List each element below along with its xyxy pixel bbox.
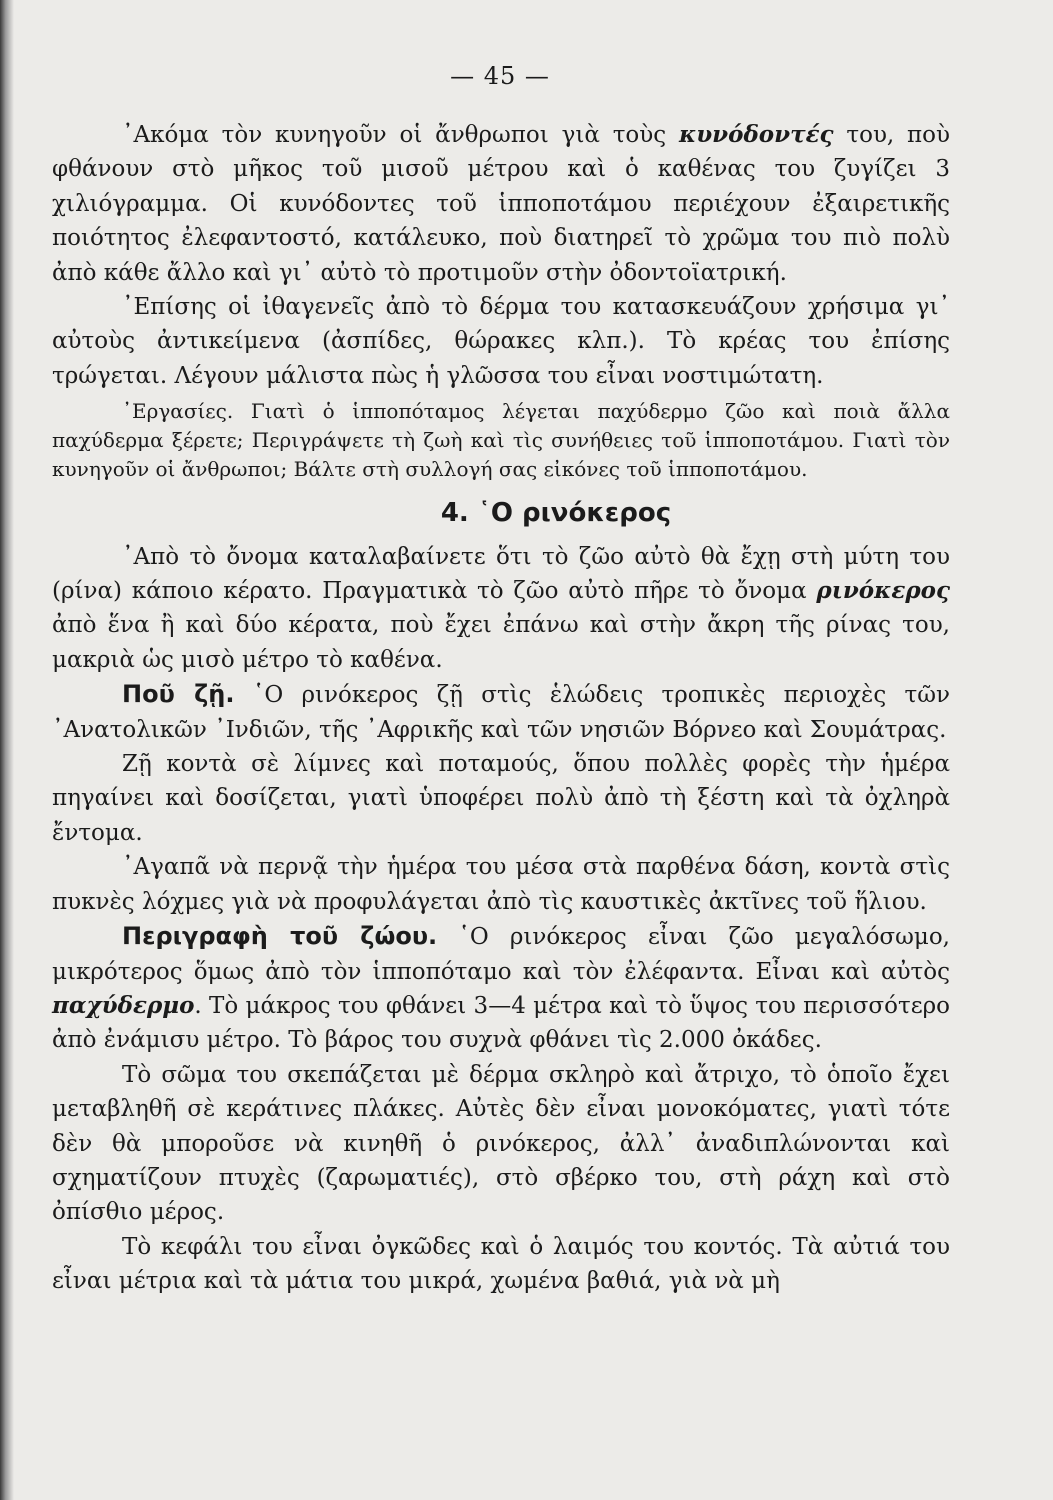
paragraph-head: Τὸ κεφάλι του εἶναι ὀγκῶδες καὶ ὁ λαιμός του κοντός. Τὰ αὐτιά του εἶναι μέτρια καὶ τὰ μάτια του μικρά, χωμένα βαθιά, γιὰ νὰ μὴ <box>52 1233 950 1295</box>
paragraph-habitat <box>52 677 950 747</box>
paragraph-name-origin <box>52 540 950 678</box>
emphasized-term: παχύδερμο <box>52 991 195 1019</box>
page-number: — 45 — <box>450 62 550 90</box>
text-run: ᾿Απὸ τὸ ὄνομα καταλαβαίνετε ὅτι τὸ ζῶο αὐτὸ θὰ ἔχῃ στὴ μύτη του (ρίνα) κάποιο κέρατο. Πραγματικὰ τὸ ζῶο αὐτὸ πῆρε τὸ ὄνομα <box>52 543 950 605</box>
text-run: . Τὸ μάκρος του φθάνει 3—4 μέτρα καὶ τὸ ὕψος του περισσότερο ἀπὸ ἐνάμισυ μέτρο. Τὸ βάρος του συχνὰ φθάνει τὶς 2.000 ὀκάδες. <box>52 992 950 1054</box>
paragraph-lakes: Ζῇ κοντὰ σὲ λίμνες καὶ ποταμούς, ὅπου πολλὲς φορὲς τὴν ἡμέρα πηγαίνει καὶ δοσίζεται, γιατὶ ὑποφέρει πολὺ ἀπὸ τὴ ξέστη καὶ τὰ ὀχληρὰ ἔντομα. <box>52 751 950 846</box>
text-run: ἀπὸ ἕνα ἢ καὶ δύο κέρατα, ποὺ ἔχει ἐπάνω καὶ στὴν ἄκρη τῆς ρίνας του, μακριὰ ὡς μισὸ μέτρο τὸ καθένα. <box>52 612 950 673</box>
subheading-where-lives: Ποῦ ζῇ. <box>122 680 235 709</box>
text-run: του, ποὺ φθάνουν στὸ μῆκος τοῦ μισοῦ μέτρου καὶ ὁ καθένας του ζυγίζει 3 χιλιόγραμμα. Οἱ κυνόδοντες τοῦ ἱπποποτάμου περιέχουν ἐξαιρετικῆς ποιότητος ἐλεφαντοστό, κατάλευκο, ποὺ διατηρεῖ τὸ χρῶμα του πιὸ πολὺ ἀπὸ κάθε ἄλλο καὶ γι᾿ αὐτὸ τὸ προτιμοῦν στὴν ὀδοντοϊατρική. <box>52 122 950 286</box>
text-run: ᾿Ακόμα τὸν κυνηγοῦν οἱ ἄνθρωποι γιὰ τοὺς <box>122 122 679 148</box>
emphasized-term: ρινόκερος <box>816 577 950 605</box>
section-title: 4. ῾Ο ρινόκερος <box>440 497 672 528</box>
text-run: ῾Ο ρινόκερος εἶναι ζῶο μεγαλόσωμο, μικρότερος ὅμως ἀπὸ τὸν ἱπποπόταμο καὶ τὸν ἐλέφαντα. Εἶναι καὶ αὐτὸς <box>52 924 950 985</box>
paragraph-forests: ᾿Αγαπᾶ νὰ περνᾷ τὴν ἡμέρα του μέσα στὰ παρθένα δάση, κοντὰ στὶς πυκνὲς λόχμες γιὰ νὰ προφυλάγεται ἀπὸ τὶς καυστικὲς ἀκτῖνες τοῦ ἥλιου. <box>52 854 950 915</box>
paragraph-skin-plates: Τὸ σῶμα του σκεπάζεται μὲ δέρμα σκληρὸ καὶ ἄτριχο, τὸ ὁποῖο ἔχει μεταβληθῆ σὲ κεράτινες πλάκες. Αὐτὲς δὲν εἶναι μονοκόματες, γιατὶ τότε δὲν θὰ μποροῦσε νὰ κινηθῆ ὁ ρινόκερος, ἀλλ᾿ ἀναδιπλώνονται καὶ σχηματίζουν πτυχὲς (ζαρωματιές), στὸ σβέρκο του, στὴ ράχη καὶ στὸ ὀπίσθιο μέρος. <box>52 1061 950 1226</box>
subheading-description: Περιγραφὴ τοῦ ζώου. <box>122 922 438 951</box>
emphasized-term: κυνόδοντές <box>678 121 834 148</box>
page-edge-shadow <box>0 0 14 1500</box>
text-run: ῾Ο ρινόκερος ζῇ στὶς ἑλώδεις τροπικὲς περιοχὲς τῶν ᾿Ανατολικῶν ᾿Ινδιῶν, τῆς ᾿Αφρικῆς καὶ τῶν νησιῶν Βόρνεο καὶ Σουμάτρας. <box>52 682 950 743</box>
paragraph-description <box>52 919 950 1058</box>
page-content <box>52 118 950 1299</box>
paragraph-skin-uses: ᾿Επίσης οἱ ἰθαγενεῖς ἀπὸ τὸ δέρμα του κατασκευάζουν χρήσιμα γι᾿ αὐτοὺς ἀντικείμενα (ἀσπίδες, θώρακες κλπ.). Τὸ κρέας του ἐπίσης τρώγεται. Λέγουν μάλιστα πὼς ἡ γλῶσσα του εἶναι νοστιμώτατη. <box>52 294 950 389</box>
paragraph-exercises: ᾿Εργασίες. Γιατὶ ὁ ἱπποπόταμος λέγεται παχύδερμο ζῶο καὶ ποιὰ ἄλλα παχύδερμα ξέρετε; Περιγράψετε τὴ ζωὴ καὶ τὶς συνήθειες τοῦ ἱπποποτάμου. Γιατὶ τὸν κυνηγοῦν οἱ ἄνθρωποι; Βάλτε στὴ συλλογή σας εἰκόνες τοῦ ἱπποποτάμου. <box>52 399 950 481</box>
paragraph-tusks <box>52 118 950 290</box>
